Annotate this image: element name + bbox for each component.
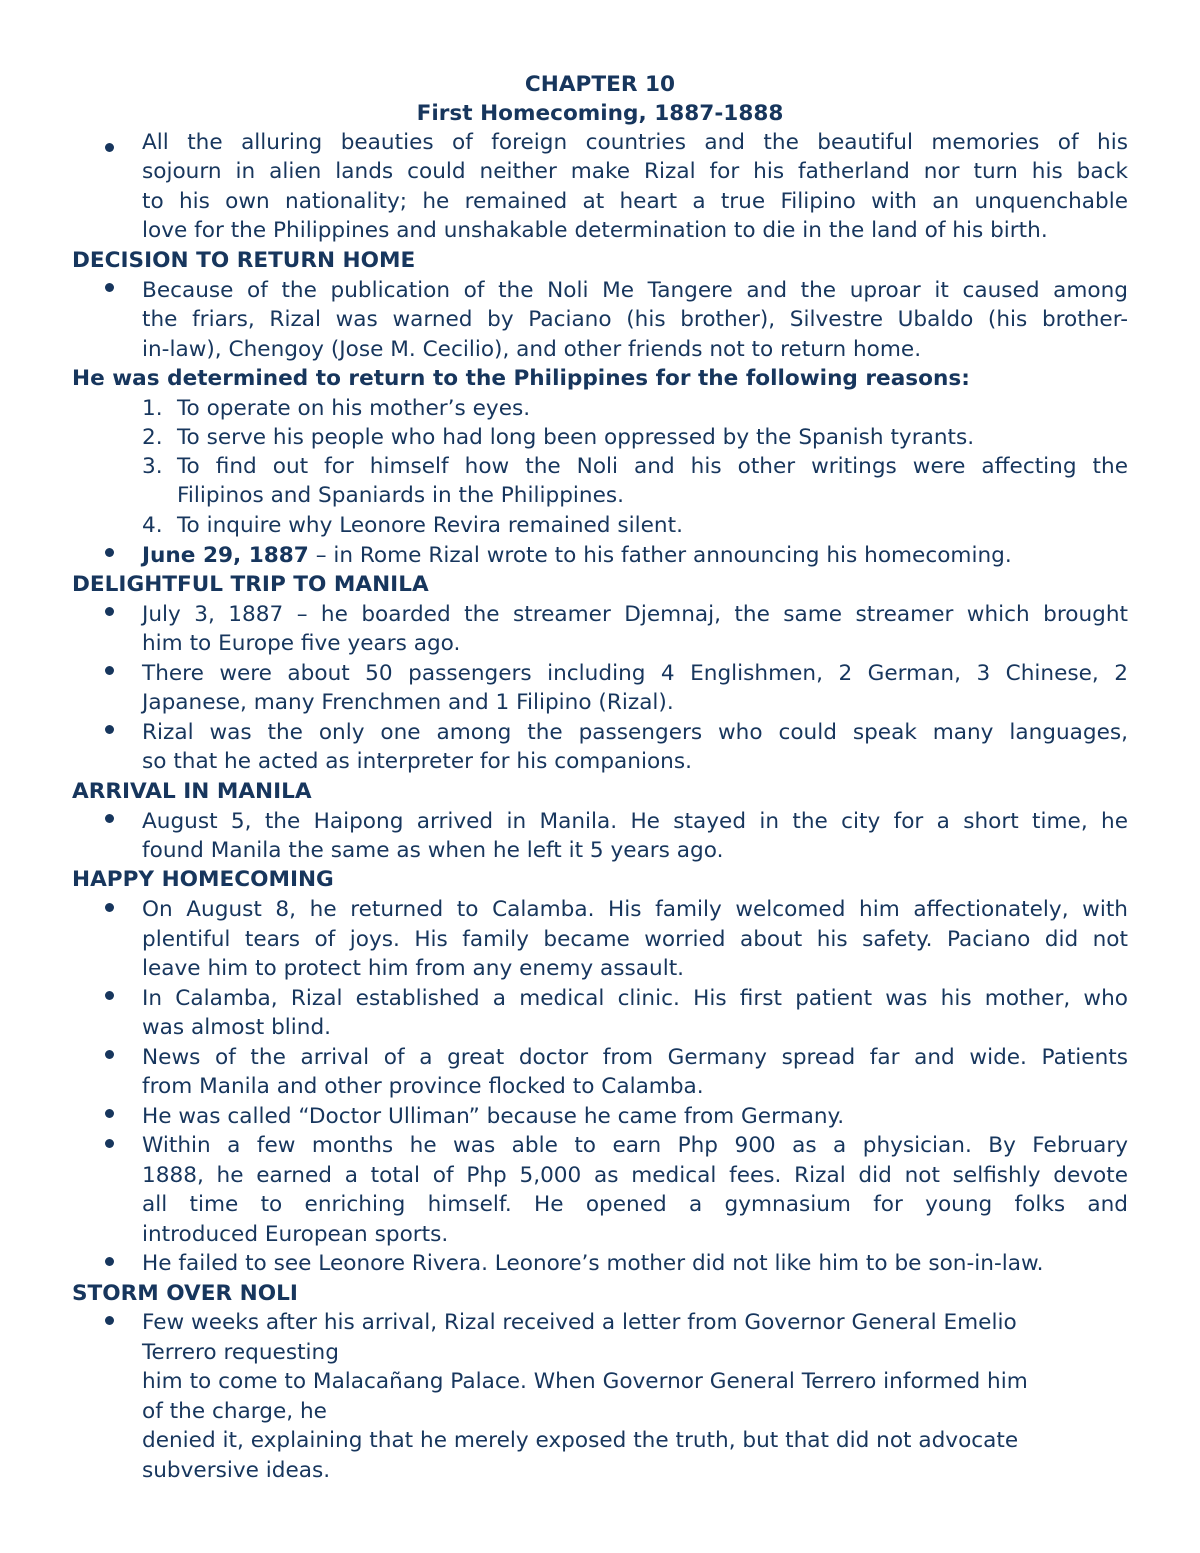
bullet-icon bbox=[105, 143, 114, 152]
bullet-icon bbox=[105, 991, 114, 1000]
intro-line: All the alluring beauties of foreign countries and the beautiful memories of his bbox=[142, 130, 1128, 155]
list-number: 4. bbox=[142, 513, 163, 538]
section-heading: ARRIVAL IN MANILA bbox=[72, 779, 312, 804]
intro-line: to his own nationality; he remained at heart a true Filipino with an unquenchable bbox=[142, 189, 1128, 214]
bullet-line: subversive ideas. bbox=[142, 1458, 331, 1483]
bullet-line: 1888, he earned a total of Php 5,000 as medical fees. Rizal did not selfishly devote bbox=[142, 1163, 1128, 1188]
bullet-line: He failed to see Leonore Rivera. Leonore’s mother did not like him to be son-in-law. bbox=[142, 1251, 1044, 1276]
bullet-icon bbox=[105, 283, 114, 292]
bullet-icon bbox=[105, 903, 114, 912]
bullet-line: introduced European sports. bbox=[142, 1222, 449, 1247]
bullet-line: Within a few months he was able to earn Php 900 as a physician. By February bbox=[142, 1133, 1128, 1158]
bullet-line: all time to enriching himself. He opened a gymnasium for young folks and bbox=[142, 1192, 1128, 1217]
bullet-line: him to come to Malacañang Palace. When Governor General Terrero informed him bbox=[142, 1369, 1028, 1394]
section-heading: DELIGHTFUL TRIP TO MANILA bbox=[72, 572, 429, 597]
bullet-line: from Manila and other province flocked to Calamba. bbox=[142, 1074, 704, 1099]
bullet-line: leave him to protect him from any enemy assault. bbox=[142, 956, 685, 981]
bullet-line: July 3, 1887 – he boarded the streamer Djemnaj, the same streamer which brought bbox=[142, 602, 1128, 627]
bullet-line: him to Europe five years ago. bbox=[142, 631, 461, 656]
bullet-icon bbox=[105, 607, 114, 616]
list-item: To operate on his mother’s eyes. bbox=[177, 396, 531, 421]
intro-line: sojourn in alien lands could neither make Rizal for his fatherland nor turn his back bbox=[142, 159, 1128, 184]
bullet-line: the friars, Rizal was warned by Paciano (his brother), Silvestre Ubaldo (his brother- bbox=[142, 307, 1128, 332]
bullet-line: was almost blind. bbox=[142, 1015, 332, 1040]
bullet-icon bbox=[105, 814, 114, 823]
section-heading: STORM OVER NOLI bbox=[72, 1281, 298, 1306]
bullet-icon bbox=[105, 725, 114, 734]
bullet-icon bbox=[105, 666, 114, 675]
chapter-title: CHAPTER 10 bbox=[524, 72, 676, 97]
chapter-subtitle: First Homecoming, 1887-1888 bbox=[416, 101, 784, 126]
bullet-line: News of the arrival of a great doctor from Germany spread far and wide. Patients bbox=[142, 1045, 1128, 1070]
list-number: 1. bbox=[142, 396, 163, 421]
list-item: To serve his people who had long been oppressed by the Spanish tyrants. bbox=[177, 425, 975, 450]
list-item: To find out for himself how the Noli and his other writings were affecting the bbox=[177, 454, 1128, 479]
bullet-line: August 5, the Haipong arrived in Manila. He stayed in the city for a short time, he bbox=[142, 809, 1128, 834]
bullet-line: Terrero requesting bbox=[142, 1340, 339, 1365]
bullet-icon bbox=[105, 1257, 114, 1266]
list-number: 3. bbox=[142, 454, 163, 479]
bullet-icon bbox=[105, 1109, 114, 1118]
bullet-line: Japanese, many Frenchmen and 1 Filipino (Rizal). bbox=[142, 690, 674, 715]
reasons-heading: He was determined to return to the Philippines for the following reasons: bbox=[72, 366, 970, 391]
section-heading: HAPPY HOMECOMING bbox=[72, 867, 334, 892]
bullet-line: in-law), Chengoy (Jose M. Cecilio), and other friends not to return home. bbox=[142, 337, 922, 362]
bullet-line: found Manila the same as when he left it 5 years ago. bbox=[142, 838, 724, 863]
list-number: 2. bbox=[142, 425, 163, 450]
bullet-line: On August 8, he returned to Calamba. His family welcomed him affectionately, with bbox=[142, 897, 1128, 922]
bullet-line: denied it, explaining that he merely exposed the truth, but that did not advocate bbox=[142, 1428, 1019, 1453]
bullet-line: In Calamba, Rizal established a medical clinic. His first patient was his mother, who bbox=[142, 986, 1128, 1011]
bullet-line: There were about 50 passengers including 4 Englishmen, 2 German, 3 Chinese, 2 bbox=[142, 661, 1128, 686]
intro-line: love for the Philippines and unshakable determination to die in the land of his birth. bbox=[142, 218, 1048, 243]
bullet-line: plentiful tears of joys. His family became worried about his safety. Paciano did not bbox=[142, 927, 1128, 952]
bullet-icon bbox=[105, 548, 114, 557]
bullet-icon bbox=[105, 1139, 114, 1148]
bullet-line: so that he acted as interpreter for his companions. bbox=[142, 749, 692, 774]
bullet-line: June 29, 1887 – in Rome Rizal wrote to his father announcing his homecoming. bbox=[142, 543, 1012, 568]
bullet-line: Rizal was the only one among the passengers who could speak many languages, bbox=[142, 720, 1128, 745]
bullet-icon bbox=[105, 1316, 114, 1325]
bullet-line: He was called “Doctor Ulliman” because he came from Germany. bbox=[142, 1104, 845, 1129]
bullet-icon bbox=[105, 1050, 114, 1059]
section-heading: DECISION TO RETURN HOME bbox=[72, 248, 416, 273]
date-bold: June 29, 1887 bbox=[142, 543, 309, 568]
list-item: To inquire why Leonore Revira remained silent. bbox=[177, 513, 683, 538]
bullet-line: of the charge, he bbox=[142, 1399, 327, 1424]
list-item: Filipinos and Spaniards in the Philippines. bbox=[177, 483, 624, 508]
bullet-line: Because of the publication of the Noli Me Tangere and the uproar it caused among bbox=[142, 278, 1128, 303]
bullet-line: Few weeks after his arrival, Rizal received a letter from Governor General Emelio bbox=[142, 1310, 1017, 1335]
